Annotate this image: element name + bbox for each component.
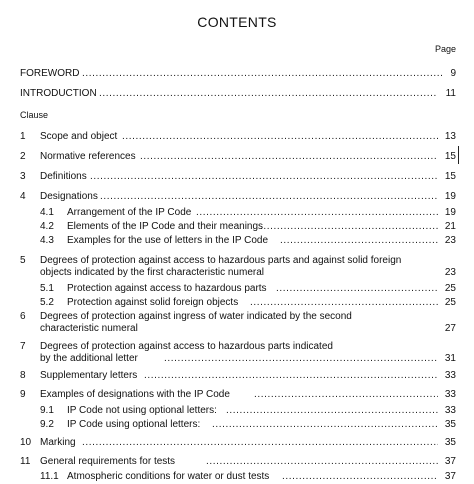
toc-page: 23: [444, 267, 456, 278]
toc-page: 13: [444, 131, 456, 142]
toc-label: IP Code not using optional letters:: [67, 405, 217, 416]
leader-dots: [82, 67, 444, 81]
toc-label: Examples for the use of letters in the IP Code: [67, 235, 269, 246]
toc-entry-introduction[interactable]: [0, 87, 474, 101]
toc-label-line2: objects indicated by the first characteristic numeral: [40, 267, 264, 278]
toc-entry-4-1[interactable]: [0, 206, 474, 220]
toc-number: 10: [20, 437, 32, 448]
toc-page: 9: [450, 68, 456, 79]
toc-entry-5-2[interactable]: [0, 296, 474, 310]
toc-entry-6-cont[interactable]: [0, 322, 474, 336]
toc-label: Supplementary letters: [40, 370, 138, 381]
toc-number: 5: [20, 255, 26, 266]
toc-label: Marking: [40, 437, 76, 448]
toc-page: 35: [444, 419, 456, 430]
toc-number: 4.1: [40, 207, 54, 218]
leader-dots: [140, 150, 438, 164]
toc-number: 5.1: [40, 283, 54, 294]
clause-column-header: Clause: [20, 110, 49, 120]
toc-entry-11-1[interactable]: [0, 470, 474, 484]
toc-entry-4-2[interactable]: [0, 220, 474, 234]
toc-label: INTRODUCTION: [20, 88, 97, 99]
toc-label: IP Code using optional letters:: [67, 419, 201, 430]
leader-dots: [254, 388, 438, 402]
toc-label: Protection against solid foreign objects: [67, 297, 239, 308]
toc-label-line2: characteristic numeral: [40, 323, 138, 334]
toc-number: 9.1: [40, 405, 54, 416]
toc-label: FOREWORD: [20, 68, 80, 79]
leader-dots: [260, 220, 438, 234]
toc-entry-2[interactable]: [0, 150, 474, 164]
toc-page: 31: [444, 353, 456, 364]
toc-entry-10[interactable]: [0, 436, 474, 450]
page-column-header: Page: [434, 44, 456, 54]
toc-label: Definitions: [40, 171, 87, 182]
toc-page: 37: [444, 471, 456, 482]
toc-label-line1: Degrees of protection against ingress of water indicated by the second: [40, 311, 352, 322]
toc-number: 2: [20, 151, 26, 162]
leader-dots: [206, 455, 438, 469]
leader-dots: [250, 296, 438, 310]
toc-entry-9[interactable]: [0, 388, 474, 402]
leader-dots: [122, 130, 438, 144]
toc-entry-9-2[interactable]: [0, 418, 474, 432]
toc-entry-9-1[interactable]: [0, 404, 474, 418]
toc-number: 3: [20, 171, 26, 182]
leader-dots: [82, 436, 438, 450]
toc-number: 9: [20, 389, 26, 400]
toc-label: Protection against access to hazardous parts: [67, 283, 267, 294]
toc-page: 25: [444, 283, 456, 294]
leader-dots: [144, 369, 438, 383]
toc-page: 35: [444, 437, 456, 448]
toc-label: Normative references: [40, 151, 136, 162]
toc-entry-1[interactable]: [0, 130, 474, 144]
toc-entry-4-3[interactable]: [0, 234, 474, 248]
toc-number: 4: [20, 191, 26, 202]
toc-page: 11: [445, 88, 456, 99]
toc-entry-foreword[interactable]: [0, 67, 474, 81]
toc-label: Elements of the IP Code and their meanings: [67, 221, 264, 232]
toc-page: 15: [444, 151, 456, 162]
toc-label: General requirements for tests: [40, 456, 176, 467]
toc-number: 8: [20, 370, 26, 381]
change-bar: [458, 146, 459, 164]
toc-label-line1: Degrees of protection against access to hazardous parts and against solid foreign: [40, 255, 402, 266]
toc-entry-4[interactable]: [0, 190, 474, 204]
toc-label: Atmospheric conditions for water or dust tests: [67, 471, 270, 482]
toc-page: 33: [444, 405, 456, 416]
toc-page: 15: [444, 171, 456, 182]
leader-dots: [226, 404, 438, 418]
toc-entry-8[interactable]: [0, 369, 474, 383]
toc-number: 9.2: [40, 419, 54, 430]
toc-entry-5-cont[interactable]: [0, 266, 474, 280]
toc-number: 7: [20, 341, 26, 352]
toc-number: 4.2: [40, 221, 54, 232]
toc-label: Designations: [40, 191, 98, 202]
toc-page: 19: [444, 191, 456, 202]
toc-number: 6: [20, 311, 26, 322]
toc-entry-7-cont[interactable]: [0, 352, 474, 366]
toc-label-line1: Degrees of protection against access to hazardous parts indicated: [40, 341, 333, 352]
leader-dots: [212, 418, 438, 432]
toc-page: 37: [444, 456, 456, 467]
leader-dots: [164, 352, 438, 366]
toc-page: 19: [444, 207, 456, 218]
leader-dots: [99, 87, 437, 101]
leader-dots: [100, 190, 438, 204]
leader-dots: [280, 234, 438, 248]
toc-label: Arrangement of the IP Code: [67, 207, 192, 218]
toc-entry-3[interactable]: [0, 170, 474, 184]
leader-dots: [282, 470, 438, 484]
toc-number: 11.1: [40, 471, 59, 482]
toc-number: 5.2: [40, 297, 54, 308]
toc-number: 1: [20, 131, 26, 142]
leader-dots: [90, 170, 438, 184]
toc-number: 4.3: [40, 235, 54, 246]
toc-label: Scope and object: [40, 131, 118, 142]
toc-page: 33: [444, 389, 456, 400]
toc-page: 23: [444, 235, 456, 246]
leader-dots: [196, 206, 438, 220]
leader-dots: [276, 282, 438, 296]
toc-label: Examples of designations with the IP Code: [40, 389, 230, 400]
toc-page: 21: [444, 221, 456, 232]
toc-label-line2: by the additional letter: [40, 353, 138, 364]
toc-number: 11: [20, 456, 31, 467]
toc-page: 27: [444, 323, 456, 334]
toc-page: 33: [444, 370, 456, 381]
toc-entry-5-1[interactable]: [0, 282, 474, 296]
page-title: CONTENTS: [197, 14, 277, 30]
toc-page: 25: [444, 297, 456, 308]
toc-entry-11[interactable]: [0, 455, 474, 469]
